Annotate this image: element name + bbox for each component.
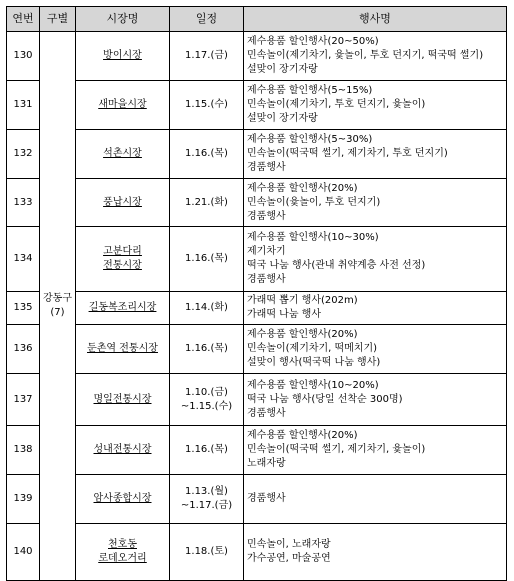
schedule-line: 1.10.(금) <box>185 386 228 398</box>
schedule-line: 1.17.(금) <box>185 50 228 61</box>
event-cell <box>244 374 507 426</box>
event-cell <box>244 325 507 374</box>
event-cell <box>244 227 507 292</box>
event-line: 설맞이 장기자랑 <box>247 113 318 124</box>
market-name-line <box>79 342 166 356</box>
market-name <box>76 292 170 325</box>
event-line: 제수용품 할인행사(20%) <box>247 329 358 340</box>
market-name-line <box>79 443 166 457</box>
event-line: 경품행사 <box>247 407 286 419</box>
row-number: 132 <box>7 130 40 179</box>
market-name-line <box>79 393 166 407</box>
market-name-text: 전통시장 <box>103 260 142 271</box>
event-cell <box>244 81 507 130</box>
schedule-cell <box>170 325 244 374</box>
schedule-line: 1.15.(수) <box>185 99 228 110</box>
schedule-line: ~1.17.(금) <box>180 500 233 511</box>
schedule-cell <box>170 374 244 426</box>
market-name-line <box>79 301 166 315</box>
schedule-line: 1.18.(토) <box>185 546 228 557</box>
row-number: 137 <box>7 374 40 426</box>
event-cell <box>244 292 507 325</box>
market-name-text: 둔촌역 전통시장 <box>87 343 158 354</box>
event-cell <box>244 179 507 227</box>
market-name <box>76 227 170 292</box>
market-name-line <box>79 538 166 552</box>
market-name <box>76 179 170 227</box>
market-name-line <box>79 245 166 259</box>
event-line: 경품행사 <box>247 493 286 504</box>
district-line: 강동구 <box>43 293 72 304</box>
market-name-text: 천호동 <box>108 539 137 550</box>
event-cell <box>244 524 507 581</box>
market-name-line <box>79 98 166 112</box>
district-cell <box>40 32 76 581</box>
event-line: 제수용품 할인행사(5~15%) <box>247 85 373 96</box>
event-line: 설맞이 장기자랑 <box>247 64 318 75</box>
event-line: 민속놀이(윷놀이, 투호 던지기) <box>247 196 381 208</box>
header-market: 시장명 <box>76 7 170 32</box>
schedule-line: 1.16.(목) <box>185 343 228 354</box>
event-line: 민속놀이(제기차기, 윷놀이, 투호 던지기, 떡국떡 썰기) <box>247 50 484 61</box>
district-line: (7) <box>50 307 65 318</box>
market-name-line <box>79 147 166 161</box>
event-line: 가수공연, 마술공연 <box>247 553 331 564</box>
table-row <box>7 426 507 475</box>
event-line: 경품행사 <box>247 210 286 222</box>
event-line: 제수용품 할인행사(20%) <box>247 182 358 194</box>
event-line: 민속놀이(떡국떡 썰기, 제기차기, 윷놀이) <box>247 444 426 455</box>
schedule-line: 1.21.(화) <box>185 196 228 208</box>
schedule-cell <box>170 179 244 227</box>
header-schedule: 일정 <box>170 7 244 32</box>
table-header-row <box>7 7 507 32</box>
header-event: 행사명 <box>244 7 507 32</box>
market-name <box>76 475 170 524</box>
event-line: 민속놀이(제기차기, 투호 던지기, 윷놀이) <box>247 99 426 110</box>
schedule-line: 1.16.(목) <box>185 444 228 455</box>
event-cell <box>244 426 507 475</box>
event-line: 제수용품 할인행사(5~30%) <box>247 134 373 145</box>
header-number: 연번 <box>7 7 40 32</box>
table-row <box>7 524 507 581</box>
row-number: 138 <box>7 426 40 475</box>
event-line: 떡국 나눔 행사(관내 취약계층 사전 선정) <box>247 260 426 271</box>
market-name <box>76 81 170 130</box>
schedule-cell <box>170 292 244 325</box>
event-line: 민속놀이(제기차기, 떡메치기) <box>247 343 378 354</box>
table-row <box>7 227 507 292</box>
schedule-cell <box>170 130 244 179</box>
market-name <box>76 374 170 426</box>
schedule-line: 1.16.(목) <box>185 253 228 264</box>
market-name <box>76 524 170 581</box>
events-table <box>6 6 507 581</box>
table-row <box>7 130 507 179</box>
market-name <box>76 426 170 475</box>
market-name-text: 방이시장 <box>103 50 142 61</box>
row-number: 140 <box>7 524 40 581</box>
event-line: 떡국 나눔 행사(당일 선착순 300명) <box>247 393 403 405</box>
row-number: 136 <box>7 325 40 374</box>
event-line: 설맞이 행사(떡국떡 나눔 행사) <box>247 357 381 368</box>
event-line: 제수용품 할인행사(20%) <box>247 430 358 441</box>
market-name-text: 새마을시장 <box>98 99 147 110</box>
table-row <box>7 81 507 130</box>
event-line: 경품행사 <box>247 162 286 173</box>
market-name-text: 성내전통시장 <box>93 444 152 455</box>
event-line: 제수용품 할인행사(10~20%) <box>247 379 379 391</box>
market-name-text: 길동복조리시장 <box>88 302 157 313</box>
header-district: 구별 <box>40 7 76 32</box>
schedule-cell <box>170 475 244 524</box>
event-line: 경품행사 <box>247 274 286 285</box>
table-row <box>7 325 507 374</box>
event-line: 가래떡 뽑기 행사(202m) <box>247 295 358 306</box>
event-line: 제기차기 <box>247 246 286 257</box>
schedule-cell <box>170 426 244 475</box>
event-cell <box>244 32 507 81</box>
market-name-line <box>79 552 166 566</box>
market-name-text: 암사종합시장 <box>93 493 152 504</box>
market-name-line <box>79 259 166 273</box>
schedule-cell <box>170 32 244 81</box>
event-line: 민속놀이, 노래자랑 <box>247 539 331 550</box>
event-cell <box>244 130 507 179</box>
row-number: 131 <box>7 81 40 130</box>
table-row <box>7 32 507 81</box>
event-line: 노래자랑 <box>247 458 286 469</box>
table-row <box>7 179 507 227</box>
market-name-text: 명일전통시장 <box>93 393 152 405</box>
schedule-line: 1.14.(화) <box>185 302 228 313</box>
event-line: 제수용품 할인행사(20~50%) <box>247 36 379 47</box>
row-number: 130 <box>7 32 40 81</box>
event-line: 제수용품 할인행사(10~30%) <box>247 232 379 243</box>
table-row <box>7 292 507 325</box>
market-name <box>76 130 170 179</box>
market-name-line <box>79 196 166 210</box>
market-name-text: 석촌시장 <box>103 148 142 159</box>
market-name <box>76 32 170 81</box>
row-number: 139 <box>7 475 40 524</box>
market-name-text: 로데오거리 <box>98 553 147 564</box>
schedule-line: 1.13.(월) <box>185 486 228 497</box>
row-number: 135 <box>7 292 40 325</box>
table-row <box>7 374 507 426</box>
schedule-line: 1.16.(목) <box>185 148 228 159</box>
market-name-line <box>79 49 166 63</box>
schedule-cell <box>170 524 244 581</box>
row-number: 134 <box>7 227 40 292</box>
schedule-line: ~1.15.(수) <box>180 400 233 412</box>
market-name-text: 고분다리 <box>103 246 142 257</box>
row-number: 133 <box>7 179 40 227</box>
event-line: 민속놀이(떡국떡 썰기, 제기차기, 투호 던지기) <box>247 148 448 159</box>
schedule-cell <box>170 81 244 130</box>
event-line: 가래떡 나눔 행사 <box>247 309 321 320</box>
market-name-line <box>79 492 166 506</box>
event-cell <box>244 475 507 524</box>
market-name <box>76 325 170 374</box>
table-row <box>7 475 507 524</box>
market-name-text: 풍납시장 <box>103 196 142 208</box>
schedule-cell <box>170 227 244 292</box>
